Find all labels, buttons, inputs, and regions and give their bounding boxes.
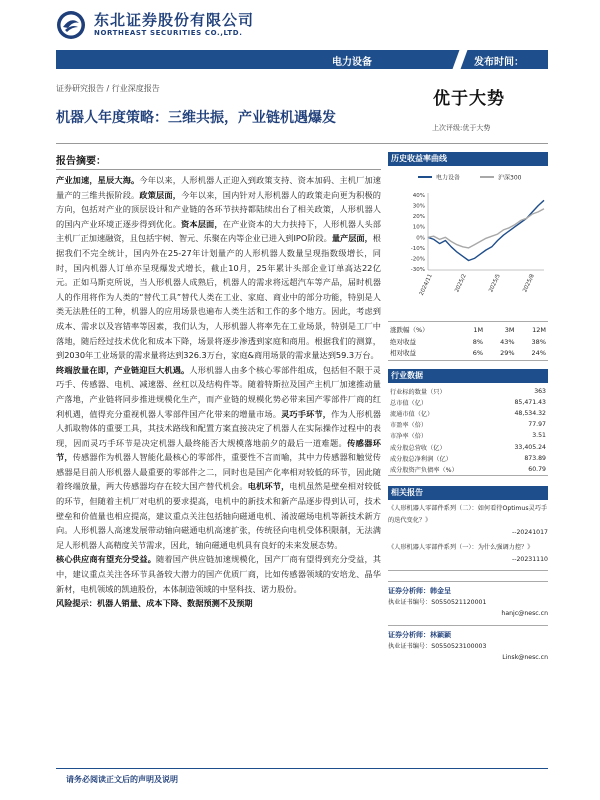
company-logo bbox=[56, 8, 254, 42]
related-reports-header: 相关报告 bbox=[388, 486, 548, 500]
paragraph-text: 传感器作为机器人智能化最核心的零部件，重要性不言而喻，其中力传感器和触觉传感器是目前人形机器人最重要的零部件之二，同时也是国产化率相对较低的环节，因此随着终端放量，两大传感器均存在较大国产替代机会。 bbox=[56, 452, 381, 492]
y-tick-label: 0% bbox=[416, 235, 425, 242]
y-tick-label: -20% bbox=[410, 256, 425, 263]
indicator-value: 33,405.24 bbox=[514, 443, 546, 451]
indicator-label: 成分股总营收（亿） bbox=[390, 444, 446, 452]
table-row bbox=[388, 386, 548, 397]
paragraph-text: 电机虽然是壁垒相对较低的环节，但随着主机厂对电机的要求提高，电机中的新技术和新产品逐步得到认可，技术壁垒和价值量也相应提高，建议重点关注包括轴向磁通电机、淆波磁场电机等新技术新方向。人形机器人高速发展带动轴向磁通电机高速扩张，传统径向电机受体积限制，无法满足人形机器人高精度关节需求，因此，轴向磁通电机具有良好的未来发展态势。 bbox=[56, 481, 381, 550]
analyst-label: 证券分析师： bbox=[388, 586, 430, 595]
table-cell: 6% bbox=[461, 347, 485, 361]
sector-label: 电力设备 bbox=[332, 57, 372, 68]
y-tick-label: 30% bbox=[412, 203, 425, 210]
related-report-item bbox=[388, 542, 548, 566]
x-tick-label: 2025/2 bbox=[454, 273, 468, 294]
indicator-value: 48,534.32 bbox=[514, 410, 546, 418]
paragraph-text: 今年以来，人形机器人正迎入到政策支持、资本加码、主机厂加速量产的三维共振阶段。 bbox=[56, 175, 381, 200]
risk-text: 机器人销量、成本下降、数据预测不及预期 bbox=[96, 598, 253, 609]
analyst-name: 韩金呈 bbox=[430, 586, 451, 595]
chart-section-header: 历史收益率曲线 bbox=[388, 152, 548, 166]
table-cell: 24% bbox=[517, 347, 548, 361]
table-row bbox=[388, 464, 548, 476]
performance-table-header bbox=[388, 322, 548, 337]
related-report-date: --20231110 bbox=[512, 555, 548, 563]
paragraph-lead: 终端放量在即，产业链迎巨大机遇。 bbox=[56, 364, 190, 375]
industry-data-header: 行业数据 bbox=[388, 369, 548, 383]
analyst-name-line bbox=[388, 630, 548, 641]
report-title: 机器人年度策略：三维共振，产业链机遇爆发 bbox=[56, 110, 336, 126]
company-logo-icon bbox=[56, 10, 86, 40]
table-cell: 8% bbox=[472, 337, 484, 346]
table-cell: 相对收益 bbox=[388, 347, 461, 361]
related-report-title: 《人形机器人零部件系列（一）：为什么强调力控？》 bbox=[388, 543, 534, 551]
report-type: 证券研究报告 / 行业深度报告 bbox=[56, 84, 160, 93]
column-header: 1M bbox=[473, 325, 484, 334]
page-footer bbox=[56, 768, 548, 785]
table-cell: 29% bbox=[485, 347, 516, 361]
indicator-label: 市净率（倍） bbox=[390, 433, 428, 441]
paragraph-lead: 政策层面， bbox=[139, 189, 182, 200]
indicator-label: 行业标的数量（只） bbox=[390, 389, 446, 397]
return-curve-chart bbox=[388, 169, 548, 315]
paragraph-lead: 传感器环节， bbox=[56, 437, 381, 463]
table-row bbox=[388, 336, 548, 347]
indicator-label: 流通市值（亿） bbox=[390, 411, 434, 419]
table-row bbox=[388, 419, 548, 430]
y-tick-label: 40% bbox=[412, 193, 425, 199]
risk-warning bbox=[56, 596, 381, 611]
analyst-name-line bbox=[388, 586, 548, 597]
series-line bbox=[428, 209, 544, 248]
publish-date-label: 发布时间：2025- bbox=[474, 57, 524, 79]
footer-divider bbox=[56, 768, 548, 769]
related-report-item bbox=[388, 503, 548, 539]
x-tick-label: 2024/11 bbox=[418, 273, 434, 297]
series-line bbox=[428, 200, 544, 260]
summary-heading: 报告摘要： bbox=[56, 152, 381, 170]
table-row bbox=[388, 430, 548, 441]
indicator-value: 363 bbox=[534, 388, 546, 396]
related-report-date: --20241017 bbox=[512, 528, 548, 536]
paragraph-lead: 量产层面， bbox=[331, 233, 373, 244]
column-header: 12M bbox=[532, 325, 546, 334]
performance-table bbox=[388, 321, 548, 361]
legend-label: 电力设备 bbox=[436, 174, 461, 182]
risk-lead: 风险提示： bbox=[56, 598, 97, 609]
analyst-email: hanjc@nesc.cn bbox=[501, 609, 548, 617]
analyst-label: 证券分析师： bbox=[388, 630, 430, 639]
summary-paragraph-1 bbox=[56, 173, 381, 363]
table-row bbox=[388, 453, 548, 464]
y-tick-label: 20% bbox=[412, 214, 425, 221]
previous-rating: 上次评级:优于大势 bbox=[432, 124, 491, 132]
paragraph-text: 今年以来，国内针对人形机器人的政策走向更为积极的方向，包括对产业的顶层设计和产业链的各环节扶持都陆续出台了相关政策，人形机器人的国内产业环境正逐步得到优化。 bbox=[56, 189, 381, 229]
indicator-label: 总市值（亿） bbox=[390, 400, 428, 408]
analyst-cert: 执业证书编号：S0550521120001 bbox=[388, 598, 487, 606]
summary-paragraph-3 bbox=[56, 552, 381, 596]
table-row bbox=[388, 408, 548, 419]
analyst-cert: 执业证书编号：S0550523100003 bbox=[388, 642, 487, 650]
paragraph-text: 根据我们不完全统计，国内外在25-27年计划量产的人形机器人数量呈现指数级增长，同时，国内机器人订单亦呈现爆发式增长，截止10月，25年累计头部企业订单高达22亿元。正如马斯克所说，当人形机器人成熟后，机器人的需求将远超汽车等产品，届时机器人的作用将作为人类的“替代工具”替代人类在工业、家庭、商业中的部分功能，特别是人类无法胜任的工种，机器人的应用场景也遍布人类生活和工作的多个地方。因此，考虑到成本、需求以及容错率等因素，我们认为，人形机器人将率先在工业场景，特别是工厂中落地，随后经过技术优化和成本下降，场景将逐步渗透到家庭和商用。根据我们的测算，到2030年工业场景的需求量将达到326.3万台，家庭&商用场景的需求量达到59.3万台。 bbox=[56, 233, 381, 361]
paragraph-text: 作为人形机器人抓取物体的重要工具，其技术路线和配置方案直接决定了机器人在实际操作过程中的表现，因而灵巧手环节是决定机器人最终能否大规模落地前夕的最后一道难题。 bbox=[56, 408, 381, 448]
paragraph-text: 在产业资本的大力扶持下，人形机器人头部主机厂正加速融资，且包括宇树、智元、乐聚在内等企业已进入到IPO阶段。 bbox=[56, 218, 381, 244]
indicator-value: 77.97 bbox=[528, 421, 546, 429]
legend-label: 沪深300 bbox=[498, 174, 522, 182]
y-tick-label: -10% bbox=[410, 245, 425, 252]
paragraph-lead: 灵巧手环节， bbox=[281, 408, 332, 419]
indicator-label: 成分股总净利润（亿） bbox=[390, 455, 452, 463]
x-tick-label: 2025/8 bbox=[522, 273, 536, 294]
indicator-value: 85,471.43 bbox=[514, 399, 546, 407]
sidebar bbox=[388, 152, 548, 669]
related-report-title: 《人形机器人零部件系列（二）：如何看待Optimus灵巧手的迭代变化？》 bbox=[388, 504, 548, 524]
table-row bbox=[388, 397, 548, 408]
column-header: 3M bbox=[504, 325, 515, 334]
analyst-email: Linsk@nesc.cn bbox=[502, 653, 548, 661]
paragraph-lead: 电机环节， bbox=[247, 481, 290, 492]
paragraph-text: 随着国产供应链加速规模化，国产厂商有望得到充分受益，其中，建议重点关注各环节具备较大潜力的国产优质厂商，比如传感器领域的安培龙、晶华新材，电机领域的凯迪股份，本体制造领域的中坚科技、诺力股份。 bbox=[56, 554, 381, 594]
y-tick-label: 10% bbox=[412, 224, 425, 231]
chart-legend bbox=[418, 174, 522, 182]
analyst-name: 林颖颖 bbox=[430, 630, 451, 639]
analyst-block bbox=[388, 625, 548, 663]
title-divider bbox=[56, 143, 548, 144]
related-reports-list bbox=[388, 503, 548, 571]
header-bar bbox=[56, 50, 548, 79]
paragraph-text: 人形机器人由多个核心零部件组成，包括但不限于灵巧手、传感器、电机、减速器、丝杠以及结构件等。随着特斯拉及国产主机厂加速推动量产落地，产业链将同步推进规模化生产，而产业链的规模化势必带来国产零部件厂商的红利机遇，值得充分重视机器人零部件国产化带来的增量市场。 bbox=[56, 364, 381, 419]
company-name-cn: 东北证券股份有限公司 bbox=[94, 11, 255, 29]
company-name-en: NORTHEAST SECURITIES CO.,LTD. bbox=[94, 29, 243, 37]
indicator-value: 60.79 bbox=[528, 465, 546, 473]
table-row bbox=[388, 441, 548, 452]
table-row bbox=[388, 347, 548, 361]
indicator-value: 873.89 bbox=[524, 454, 546, 462]
paragraph-lead: 资本层面， bbox=[181, 218, 223, 229]
footer-disclaimer: 请务必阅读正文后的声明及说明 bbox=[66, 775, 178, 784]
table-cell: 38% bbox=[531, 337, 546, 346]
paragraph-lead: 核心供应商有望充分受益。 bbox=[56, 554, 157, 565]
column-header: 涨跌幅（%） bbox=[390, 326, 429, 334]
indicator-value: 3.51 bbox=[532, 432, 546, 440]
table-cell: 43% bbox=[500, 337, 515, 346]
table-cell: 绝对收益 bbox=[390, 338, 416, 346]
report-summary bbox=[56, 152, 381, 611]
header-divider bbox=[453, 50, 468, 69]
summary-paragraph-2 bbox=[56, 363, 381, 553]
analyst-block bbox=[388, 581, 548, 619]
industry-data-table bbox=[388, 386, 548, 476]
x-tick-label: 2025/5 bbox=[488, 273, 502, 294]
y-tick-label: -30% bbox=[410, 267, 425, 273]
indicator-label: 市盈率（倍） bbox=[390, 422, 428, 430]
industry-rating: 优于大势 bbox=[433, 89, 505, 109]
paragraph-lead: 产业加速，星辰大海。 bbox=[56, 175, 140, 185]
analyst-list bbox=[388, 581, 548, 663]
indicator-label: 成分股资产负债率（%） bbox=[390, 466, 458, 474]
